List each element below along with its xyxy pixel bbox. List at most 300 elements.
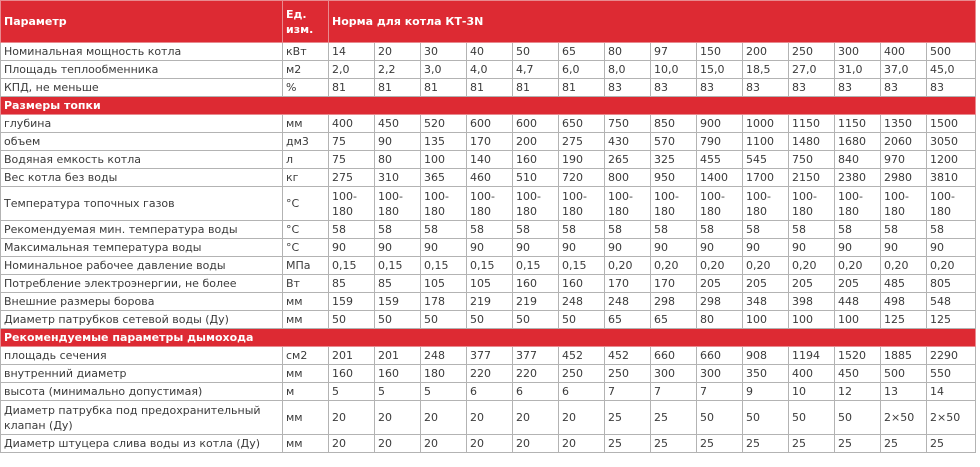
value-cell: 90 bbox=[789, 239, 835, 257]
value-cell: 2980 bbox=[881, 169, 927, 187]
param-cell: Диаметр патрубков сетевой воды (Ду) bbox=[1, 311, 283, 329]
value-cell: 400 bbox=[329, 115, 375, 133]
value-cell: 20 bbox=[467, 435, 513, 453]
value-cell: 3,0 bbox=[421, 61, 467, 79]
value-cell: 100- 180 bbox=[881, 187, 927, 221]
value-cell: 1000 bbox=[743, 115, 789, 133]
value-cell: 150 bbox=[697, 43, 743, 61]
value-cell: 50 bbox=[421, 311, 467, 329]
value-cell: 160 bbox=[375, 365, 421, 383]
value-cell: 300 bbox=[697, 365, 743, 383]
value-cell: 50 bbox=[375, 311, 421, 329]
value-cell: 5 bbox=[329, 383, 375, 401]
value-cell: 25 bbox=[835, 435, 881, 453]
value-cell: 20 bbox=[421, 401, 467, 435]
value-cell: 83 bbox=[697, 79, 743, 97]
value-cell: 220 bbox=[513, 365, 559, 383]
value-cell: 908 bbox=[743, 347, 789, 365]
unit-cell: мм bbox=[283, 401, 329, 435]
unit-cell: % bbox=[283, 79, 329, 97]
value-cell: 10,0 bbox=[651, 61, 697, 79]
table-row bbox=[1, 275, 976, 293]
value-cell: 90 bbox=[881, 239, 927, 257]
value-cell: 1200 bbox=[927, 151, 976, 169]
value-cell: 7 bbox=[697, 383, 743, 401]
value-cell: 9 bbox=[743, 383, 789, 401]
value-cell: 1194 bbox=[789, 347, 835, 365]
value-cell: 25 bbox=[605, 435, 651, 453]
param-cell: Максимальная температура воды bbox=[1, 239, 283, 257]
value-cell: 570 bbox=[651, 133, 697, 151]
value-cell: 205 bbox=[789, 275, 835, 293]
value-cell: 135 bbox=[421, 133, 467, 151]
value-cell: 1150 bbox=[835, 115, 881, 133]
value-cell: 550 bbox=[927, 365, 976, 383]
value-cell: 65 bbox=[559, 43, 605, 61]
value-cell: 398 bbox=[789, 293, 835, 311]
value-cell: 15,0 bbox=[697, 61, 743, 79]
value-cell: 75 bbox=[329, 151, 375, 169]
value-cell: 85 bbox=[375, 275, 421, 293]
value-cell: 248 bbox=[605, 293, 651, 311]
value-cell: 4,7 bbox=[513, 61, 559, 79]
table-row bbox=[1, 115, 976, 133]
value-cell: 0,20 bbox=[881, 257, 927, 275]
param-cell: КПД, не меньше bbox=[1, 79, 283, 97]
param-cell: Температура топочных газов bbox=[1, 187, 283, 221]
value-cell: 90 bbox=[697, 239, 743, 257]
value-cell: 58 bbox=[421, 221, 467, 239]
value-cell: 178 bbox=[421, 293, 467, 311]
table-row bbox=[1, 311, 976, 329]
unit-cell: мм bbox=[283, 311, 329, 329]
value-cell: 160 bbox=[513, 275, 559, 293]
value-cell: 600 bbox=[513, 115, 559, 133]
value-cell: 1480 bbox=[789, 133, 835, 151]
value-cell: 40 bbox=[467, 43, 513, 61]
value-cell: 14 bbox=[927, 383, 976, 401]
value-cell: 220 bbox=[467, 365, 513, 383]
value-cell: 20 bbox=[329, 435, 375, 453]
value-cell: 3810 bbox=[927, 169, 976, 187]
param-cell: Внешние размеры борова bbox=[1, 293, 283, 311]
value-cell: 58 bbox=[835, 221, 881, 239]
value-cell: 50 bbox=[513, 43, 559, 61]
value-cell: 50 bbox=[513, 311, 559, 329]
param-cell: Потребление электроэнергии, не более bbox=[1, 275, 283, 293]
value-cell: 250 bbox=[605, 365, 651, 383]
value-cell: 58 bbox=[467, 221, 513, 239]
value-cell: 20 bbox=[421, 435, 467, 453]
value-cell: 0,15 bbox=[513, 257, 559, 275]
value-cell: 25 bbox=[651, 435, 697, 453]
value-cell: 81 bbox=[421, 79, 467, 97]
value-cell: 2150 bbox=[789, 169, 835, 187]
value-cell: 14 bbox=[329, 43, 375, 61]
value-cell: 83 bbox=[743, 79, 789, 97]
value-cell: 510 bbox=[513, 169, 559, 187]
value-cell: 83 bbox=[927, 79, 976, 97]
value-cell: 100 bbox=[835, 311, 881, 329]
value-cell: 83 bbox=[789, 79, 835, 97]
value-cell: 0,15 bbox=[375, 257, 421, 275]
value-cell: 83 bbox=[651, 79, 697, 97]
table-row bbox=[1, 347, 976, 365]
value-cell: 298 bbox=[651, 293, 697, 311]
value-cell: 90 bbox=[605, 239, 651, 257]
value-cell: 80 bbox=[697, 311, 743, 329]
value-cell: 58 bbox=[375, 221, 421, 239]
value-cell: 800 bbox=[605, 169, 651, 187]
value-cell: 7 bbox=[605, 383, 651, 401]
value-cell: 160 bbox=[329, 365, 375, 383]
value-cell: 201 bbox=[329, 347, 375, 365]
value-cell: 455 bbox=[697, 151, 743, 169]
value-cell: 100- 180 bbox=[421, 187, 467, 221]
value-cell: 12 bbox=[835, 383, 881, 401]
table-row bbox=[1, 79, 976, 97]
table-row bbox=[1, 383, 976, 401]
value-cell: 460 bbox=[467, 169, 513, 187]
header-norm: Норма для котла КТ-3N bbox=[329, 1, 976, 43]
value-cell: 219 bbox=[467, 293, 513, 311]
value-cell: 600 bbox=[467, 115, 513, 133]
value-cell: 248 bbox=[559, 293, 605, 311]
value-cell: 348 bbox=[743, 293, 789, 311]
value-cell: 1885 bbox=[881, 347, 927, 365]
value-cell: 2×50 bbox=[881, 401, 927, 435]
value-cell: 265 bbox=[605, 151, 651, 169]
value-cell: 452 bbox=[605, 347, 651, 365]
value-cell: 650 bbox=[559, 115, 605, 133]
value-cell: 58 bbox=[513, 221, 559, 239]
value-cell: 90 bbox=[559, 239, 605, 257]
value-cell: 2×50 bbox=[927, 401, 976, 435]
value-cell: 100- 180 bbox=[375, 187, 421, 221]
value-cell: 0,20 bbox=[743, 257, 789, 275]
value-cell: 660 bbox=[651, 347, 697, 365]
value-cell: 97 bbox=[651, 43, 697, 61]
param-cell: Диаметр штуцера слива воды из котла (Ду) bbox=[1, 435, 283, 453]
value-cell: 3050 bbox=[927, 133, 976, 151]
value-cell: 90 bbox=[467, 239, 513, 257]
header-unit-line2: изм. bbox=[286, 22, 314, 36]
value-cell: 58 bbox=[743, 221, 789, 239]
param-cell: Номинальное рабочее давление воды bbox=[1, 257, 283, 275]
value-cell: 58 bbox=[789, 221, 835, 239]
value-cell: 65 bbox=[651, 311, 697, 329]
value-cell: 4,0 bbox=[467, 61, 513, 79]
value-cell: 25 bbox=[927, 435, 976, 453]
param-cell: площадь сечения bbox=[1, 347, 283, 365]
unit-cell: л bbox=[283, 151, 329, 169]
value-cell: 0,15 bbox=[559, 257, 605, 275]
unit-cell: м2 bbox=[283, 61, 329, 79]
value-cell: 720 bbox=[559, 169, 605, 187]
value-cell: 100- 180 bbox=[789, 187, 835, 221]
param-cell: Площадь теплообменника bbox=[1, 61, 283, 79]
value-cell: 275 bbox=[559, 133, 605, 151]
value-cell: 100- 180 bbox=[513, 187, 559, 221]
value-cell: 300 bbox=[835, 43, 881, 61]
value-cell: 325 bbox=[651, 151, 697, 169]
value-cell: 548 bbox=[927, 293, 976, 311]
section-title: Рекомендуемые параметры дымохода bbox=[1, 329, 976, 347]
value-cell: 20 bbox=[513, 401, 559, 435]
value-cell: 8,0 bbox=[605, 61, 651, 79]
value-cell: 205 bbox=[743, 275, 789, 293]
section-header-row bbox=[1, 97, 976, 115]
table-row bbox=[1, 239, 976, 257]
value-cell: 900 bbox=[697, 115, 743, 133]
value-cell: 81 bbox=[513, 79, 559, 97]
value-cell: 90 bbox=[743, 239, 789, 257]
value-cell: 25 bbox=[697, 435, 743, 453]
table-row bbox=[1, 221, 976, 239]
value-cell: 20 bbox=[559, 435, 605, 453]
value-cell: 25 bbox=[881, 435, 927, 453]
value-cell: 0,20 bbox=[605, 257, 651, 275]
value-cell: 660 bbox=[697, 347, 743, 365]
value-cell: 5 bbox=[375, 383, 421, 401]
value-cell: 80 bbox=[375, 151, 421, 169]
table-row bbox=[1, 169, 976, 187]
param-cell: Рекомендуемая мин. температура воды bbox=[1, 221, 283, 239]
value-cell: 25 bbox=[743, 435, 789, 453]
value-cell: 970 bbox=[881, 151, 927, 169]
value-cell: 20 bbox=[375, 435, 421, 453]
value-cell: 201 bbox=[375, 347, 421, 365]
table-row bbox=[1, 187, 976, 221]
value-cell: 81 bbox=[329, 79, 375, 97]
value-cell: 0,15 bbox=[467, 257, 513, 275]
header-param: Параметр bbox=[1, 1, 283, 43]
value-cell: 90 bbox=[329, 239, 375, 257]
param-cell: Водяная емкость котла bbox=[1, 151, 283, 169]
value-cell: 25 bbox=[651, 401, 697, 435]
value-cell: 100 bbox=[743, 311, 789, 329]
value-cell: 219 bbox=[513, 293, 559, 311]
unit-cell: кг bbox=[283, 169, 329, 187]
table-row bbox=[1, 435, 976, 453]
value-cell: 83 bbox=[881, 79, 927, 97]
value-cell: 750 bbox=[605, 115, 651, 133]
value-cell: 2,0 bbox=[329, 61, 375, 79]
value-cell: 100- 180 bbox=[329, 187, 375, 221]
value-cell: 50 bbox=[789, 401, 835, 435]
value-cell: 159 bbox=[375, 293, 421, 311]
value-cell: 83 bbox=[605, 79, 651, 97]
value-cell: 65 bbox=[605, 311, 651, 329]
value-cell: 170 bbox=[467, 133, 513, 151]
value-cell: 2290 bbox=[927, 347, 976, 365]
value-cell: 100- 180 bbox=[467, 187, 513, 221]
value-cell: 160 bbox=[513, 151, 559, 169]
value-cell: 205 bbox=[697, 275, 743, 293]
value-cell: 0,15 bbox=[329, 257, 375, 275]
value-cell: 1680 bbox=[835, 133, 881, 151]
unit-cell: Вт bbox=[283, 275, 329, 293]
value-cell: 6 bbox=[513, 383, 559, 401]
value-cell: 190 bbox=[559, 151, 605, 169]
value-cell: 950 bbox=[651, 169, 697, 187]
value-cell: 1350 bbox=[881, 115, 927, 133]
value-cell: 750 bbox=[789, 151, 835, 169]
value-cell: 248 bbox=[421, 347, 467, 365]
value-cell: 85 bbox=[329, 275, 375, 293]
value-cell: 0,20 bbox=[927, 257, 976, 275]
value-cell: 90 bbox=[375, 133, 421, 151]
value-cell: 400 bbox=[789, 365, 835, 383]
param-cell: высота (минимально допустимая) bbox=[1, 383, 283, 401]
value-cell: 20 bbox=[329, 401, 375, 435]
value-cell: 100- 180 bbox=[743, 187, 789, 221]
value-cell: 1520 bbox=[835, 347, 881, 365]
value-cell: 500 bbox=[927, 43, 976, 61]
value-cell: 0,20 bbox=[835, 257, 881, 275]
spec-table-body bbox=[1, 43, 976, 453]
unit-cell: мм bbox=[283, 365, 329, 383]
table-row bbox=[1, 257, 976, 275]
value-cell: 159 bbox=[329, 293, 375, 311]
value-cell: 275 bbox=[329, 169, 375, 187]
value-cell: 90 bbox=[927, 239, 976, 257]
value-cell: 365 bbox=[421, 169, 467, 187]
value-cell: 450 bbox=[835, 365, 881, 383]
value-cell: 100- 180 bbox=[651, 187, 697, 221]
value-cell: 300 bbox=[651, 365, 697, 383]
value-cell: 105 bbox=[421, 275, 467, 293]
value-cell: 160 bbox=[559, 275, 605, 293]
value-cell: 58 bbox=[329, 221, 375, 239]
unit-cell: мм bbox=[283, 115, 329, 133]
value-cell: 448 bbox=[835, 293, 881, 311]
value-cell: 2,2 bbox=[375, 61, 421, 79]
value-cell: 140 bbox=[467, 151, 513, 169]
value-cell: 100- 180 bbox=[559, 187, 605, 221]
value-cell: 100 bbox=[421, 151, 467, 169]
table-row bbox=[1, 365, 976, 383]
value-cell: 1100 bbox=[743, 133, 789, 151]
value-cell: 81 bbox=[559, 79, 605, 97]
value-cell: 27,0 bbox=[789, 61, 835, 79]
value-cell: 6 bbox=[559, 383, 605, 401]
value-cell: 498 bbox=[881, 293, 927, 311]
value-cell: 170 bbox=[651, 275, 697, 293]
value-cell: 452 bbox=[559, 347, 605, 365]
table-row bbox=[1, 293, 976, 311]
value-cell: 75 bbox=[329, 133, 375, 151]
unit-cell: °С bbox=[283, 221, 329, 239]
value-cell: 37,0 bbox=[881, 61, 927, 79]
value-cell: 18,5 bbox=[743, 61, 789, 79]
value-cell: 298 bbox=[697, 293, 743, 311]
value-cell: 25 bbox=[605, 401, 651, 435]
value-cell: 0,20 bbox=[697, 257, 743, 275]
table-row bbox=[1, 43, 976, 61]
param-cell: Вес котла без воды bbox=[1, 169, 283, 187]
unit-cell: °С bbox=[283, 239, 329, 257]
value-cell: 90 bbox=[835, 239, 881, 257]
value-cell: 790 bbox=[697, 133, 743, 151]
value-cell: 1400 bbox=[697, 169, 743, 187]
value-cell: 20 bbox=[467, 401, 513, 435]
value-cell: 50 bbox=[743, 401, 789, 435]
value-cell: 450 bbox=[375, 115, 421, 133]
table-row bbox=[1, 61, 976, 79]
value-cell: 200 bbox=[743, 43, 789, 61]
unit-cell: дм3 bbox=[283, 133, 329, 151]
value-cell: 58 bbox=[559, 221, 605, 239]
value-cell: 30 bbox=[421, 43, 467, 61]
value-cell: 50 bbox=[467, 311, 513, 329]
unit-cell: МПа bbox=[283, 257, 329, 275]
value-cell: 485 bbox=[881, 275, 927, 293]
value-cell: 90 bbox=[651, 239, 697, 257]
param-cell: Номинальная мощность котла bbox=[1, 43, 283, 61]
unit-cell: м bbox=[283, 383, 329, 401]
value-cell: 58 bbox=[881, 221, 927, 239]
section-title: Размеры топки bbox=[1, 97, 976, 115]
value-cell: 170 bbox=[605, 275, 651, 293]
value-cell: 2060 bbox=[881, 133, 927, 151]
value-cell: 200 bbox=[513, 133, 559, 151]
value-cell: 2380 bbox=[835, 169, 881, 187]
value-cell: 90 bbox=[375, 239, 421, 257]
header-unit bbox=[283, 1, 329, 43]
value-cell: 5 bbox=[421, 383, 467, 401]
value-cell: 100- 180 bbox=[927, 187, 976, 221]
value-cell: 430 bbox=[605, 133, 651, 151]
value-cell: 58 bbox=[651, 221, 697, 239]
header-row bbox=[1, 1, 976, 43]
value-cell: 0,20 bbox=[789, 257, 835, 275]
table-row bbox=[1, 401, 976, 435]
header-unit-line1: Ед. bbox=[286, 7, 307, 21]
value-cell: 100- 180 bbox=[605, 187, 651, 221]
value-cell: 250 bbox=[789, 43, 835, 61]
table-row bbox=[1, 151, 976, 169]
value-cell: 1700 bbox=[743, 169, 789, 187]
value-cell: 1500 bbox=[927, 115, 976, 133]
param-cell: Диаметр патрубка под предохранительный клапан (Ду) bbox=[1, 401, 283, 435]
value-cell: 50 bbox=[835, 401, 881, 435]
param-cell: объем bbox=[1, 133, 283, 151]
value-cell: 125 bbox=[927, 311, 976, 329]
value-cell: 377 bbox=[513, 347, 559, 365]
value-cell: 0,20 bbox=[651, 257, 697, 275]
value-cell: 83 bbox=[835, 79, 881, 97]
value-cell: 840 bbox=[835, 151, 881, 169]
unit-cell: см2 bbox=[283, 347, 329, 365]
value-cell: 850 bbox=[651, 115, 697, 133]
value-cell: 81 bbox=[467, 79, 513, 97]
value-cell: 6,0 bbox=[559, 61, 605, 79]
value-cell: 377 bbox=[467, 347, 513, 365]
value-cell: 7 bbox=[651, 383, 697, 401]
value-cell: 50 bbox=[329, 311, 375, 329]
value-cell: 500 bbox=[881, 365, 927, 383]
unit-cell: мм bbox=[283, 293, 329, 311]
value-cell: 1150 bbox=[789, 115, 835, 133]
value-cell: 180 bbox=[421, 365, 467, 383]
value-cell: 350 bbox=[743, 365, 789, 383]
value-cell: 545 bbox=[743, 151, 789, 169]
value-cell: 45,0 bbox=[927, 61, 976, 79]
value-cell: 81 bbox=[375, 79, 421, 97]
table-row bbox=[1, 133, 976, 151]
value-cell: 31,0 bbox=[835, 61, 881, 79]
